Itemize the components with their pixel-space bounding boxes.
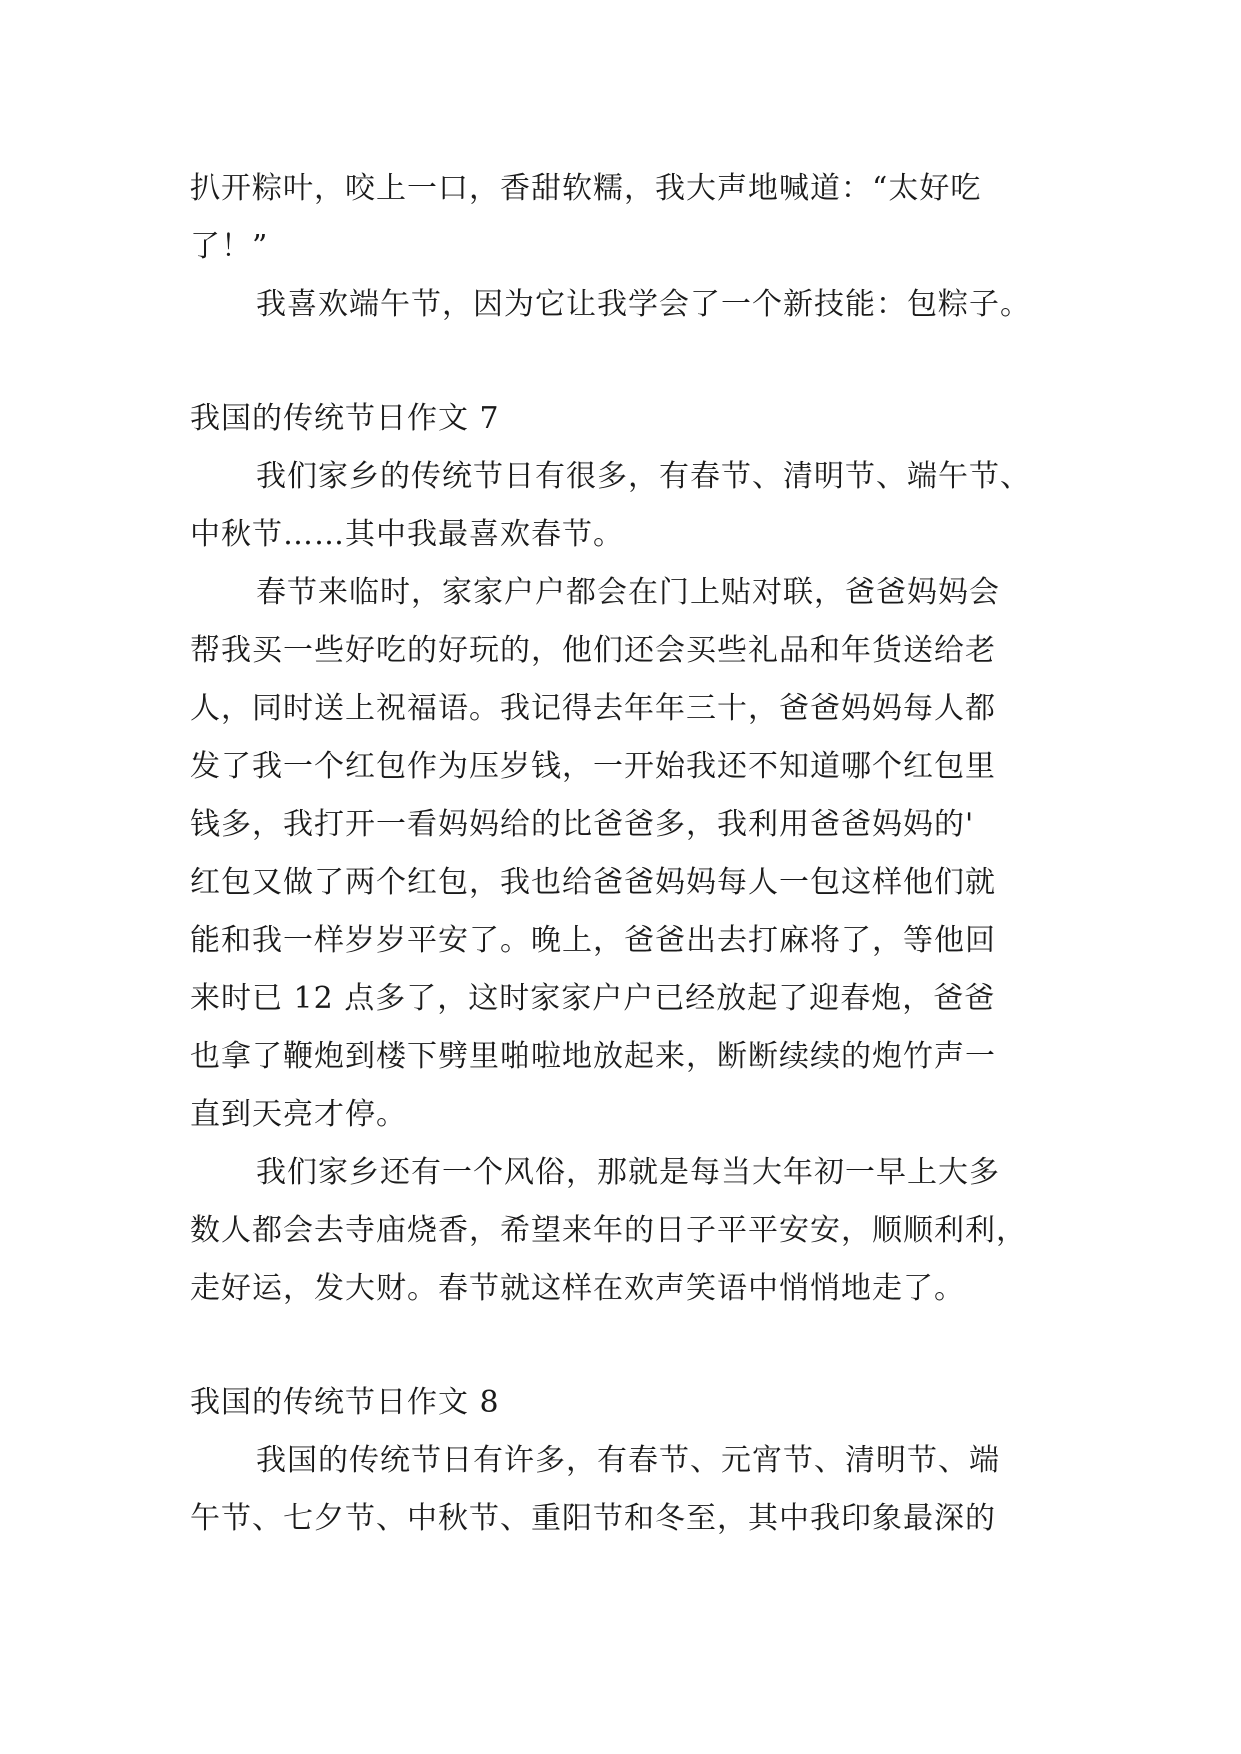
text-line: 走好运，发大财。春节就这样在欢声笑语中悄悄地走了。 (190, 1271, 965, 1306)
paragraph (190, 564, 1050, 1144)
text-line: 我们家乡的传统节日有很多，有春节、清明节、端午节、 (256, 459, 1031, 494)
text-line: 人，同时送上祝福语。我记得去年年三十，爸爸妈妈每人都 (190, 691, 996, 726)
text-line: 我喜欢端午节，因为它让我学会了一个新技能：包粽子。 (256, 287, 1031, 322)
section-title: 我国的传统节日作文 7 (190, 401, 500, 436)
paragraph-closing (190, 276, 1050, 334)
section-8 (190, 1374, 1050, 1548)
text-line: 午节、七夕节、中秋节、重阳节和冬至，其中我印象最深的 (190, 1501, 996, 1536)
paragraph (190, 1144, 1050, 1318)
text-line: 发了我一个红包作为压岁钱，一开始我还不知道哪个红包里 (190, 749, 996, 784)
text-line: 来时已 12 点多了，这时家家户户已经放起了迎春炮，爸爸 (190, 981, 996, 1016)
section-gap (190, 334, 1050, 390)
section-7 (190, 390, 1050, 1318)
text-line: 我国的传统节日有许多，有春节、元宵节、清明节、端 (256, 1443, 1000, 1478)
text-line: 帮我买一些好吃的好玩的，他们还会买些礼品和年货送给老 (190, 633, 996, 668)
paragraph (190, 448, 1050, 564)
text-line: 红包又做了两个红包，我也给爸爸妈妈每人一包这样他们就 (190, 865, 996, 900)
text-line: 直到天亮才停。 (190, 1097, 407, 1132)
text-line: 也拿了鞭炮到楼下劈里啪啦地放起来，断断续续的炮竹声一 (190, 1039, 996, 1074)
text-line: 春节来临时，家家户户都会在门上贴对联，爸爸妈妈会 (256, 575, 1000, 610)
text-line: 能和我一样岁岁平安了。晚上，爸爸出去打麻将了，等他回 (190, 923, 996, 958)
text-line: 数人都会去寺庙烧香，希望来年的日子平平安安，顺顺利利， (190, 1213, 1027, 1248)
text-line: 我们家乡还有一个风俗，那就是每当大年初一早上大多 (256, 1155, 1000, 1190)
paragraph-continued (190, 160, 1050, 276)
document-body (190, 160, 1050, 1548)
paragraph (190, 1432, 1050, 1548)
text-line: 钱多，我打开一看妈妈给的比爸爸多，我利用爸爸妈妈的' (190, 807, 975, 842)
section-title: 我国的传统节日作文 8 (190, 1385, 500, 1420)
text-line: 扒开粽叶，咬上一口，香甜软糯，我大声地喊道：“太好吃 (190, 171, 982, 206)
section-gap (190, 1318, 1050, 1374)
text-line: 了！” (190, 229, 269, 264)
text-line: 中秋节……其中我最喜欢春节。 (190, 517, 624, 552)
